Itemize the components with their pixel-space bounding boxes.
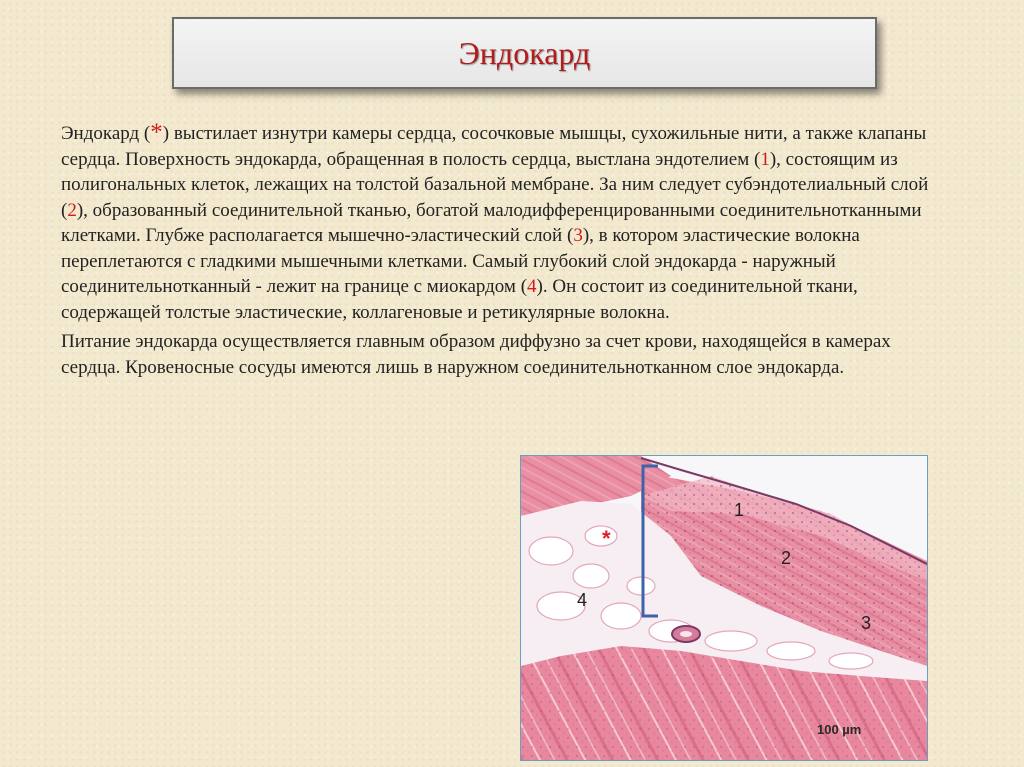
title-box (172, 17, 877, 89)
paragraph-2: Питание эндокарда осуществляется главным образом диффузно за счет крови, находящейся в камерах сердца. Кровеносные сосуды имеются лишь в наружном соединительнотканном слое эндокарда. (61, 331, 891, 378)
p1-text-5: ), в котором эластические волокна переплетаются с гладкими мышечными клетками. Самый глубокий слой эндокарда - наружный соединительнотканный - лежит на границе с миокардом ( (61, 225, 860, 297)
marker-2: 2 (67, 199, 77, 221)
label-star: * (602, 526, 611, 551)
body-text (61, 120, 951, 384)
marker-4: 4 (527, 276, 537, 297)
marker-1: 1 (760, 148, 770, 170)
label-2: 2 (781, 548, 792, 568)
slide-title: Эндокард (458, 34, 591, 71)
histology-micrograph (520, 455, 928, 761)
p1-text-2: ) выстилает изнутри камеры сердца, сосочковые мышцы, сухожильные нити, а также клапаны сердца. Поверхность эндокарда, обращенная в полость сердца, выстлана эндотелием ( (61, 123, 927, 170)
label-3: 3 (861, 613, 872, 633)
p1-text-6: ). Он состоит из соединительной ткани, содержащей толстые эластические, коллагеновые и ретикулярные волокна. (61, 276, 858, 323)
p1-text-4: ), образованный соединительной тканью, богатой малодифференцированными соединительнотканными клетками. Глубже располагается мышечно-эластический слой ( (61, 199, 922, 246)
label-1: 1 (734, 500, 745, 520)
scale-bar-label: 100 µm (817, 722, 862, 737)
label-4: 4 (577, 590, 588, 610)
paragraph-1 (61, 120, 951, 325)
p1-text-1: Эндокард ( (61, 123, 151, 144)
marker-star: * (150, 119, 163, 146)
p1-text-3: ), состоящим из полигональных клеток, лежащих на толстой базальной мембране. За ним следует субэндотелиальный слой ( (61, 148, 929, 221)
marker-3: 3 (573, 225, 583, 246)
